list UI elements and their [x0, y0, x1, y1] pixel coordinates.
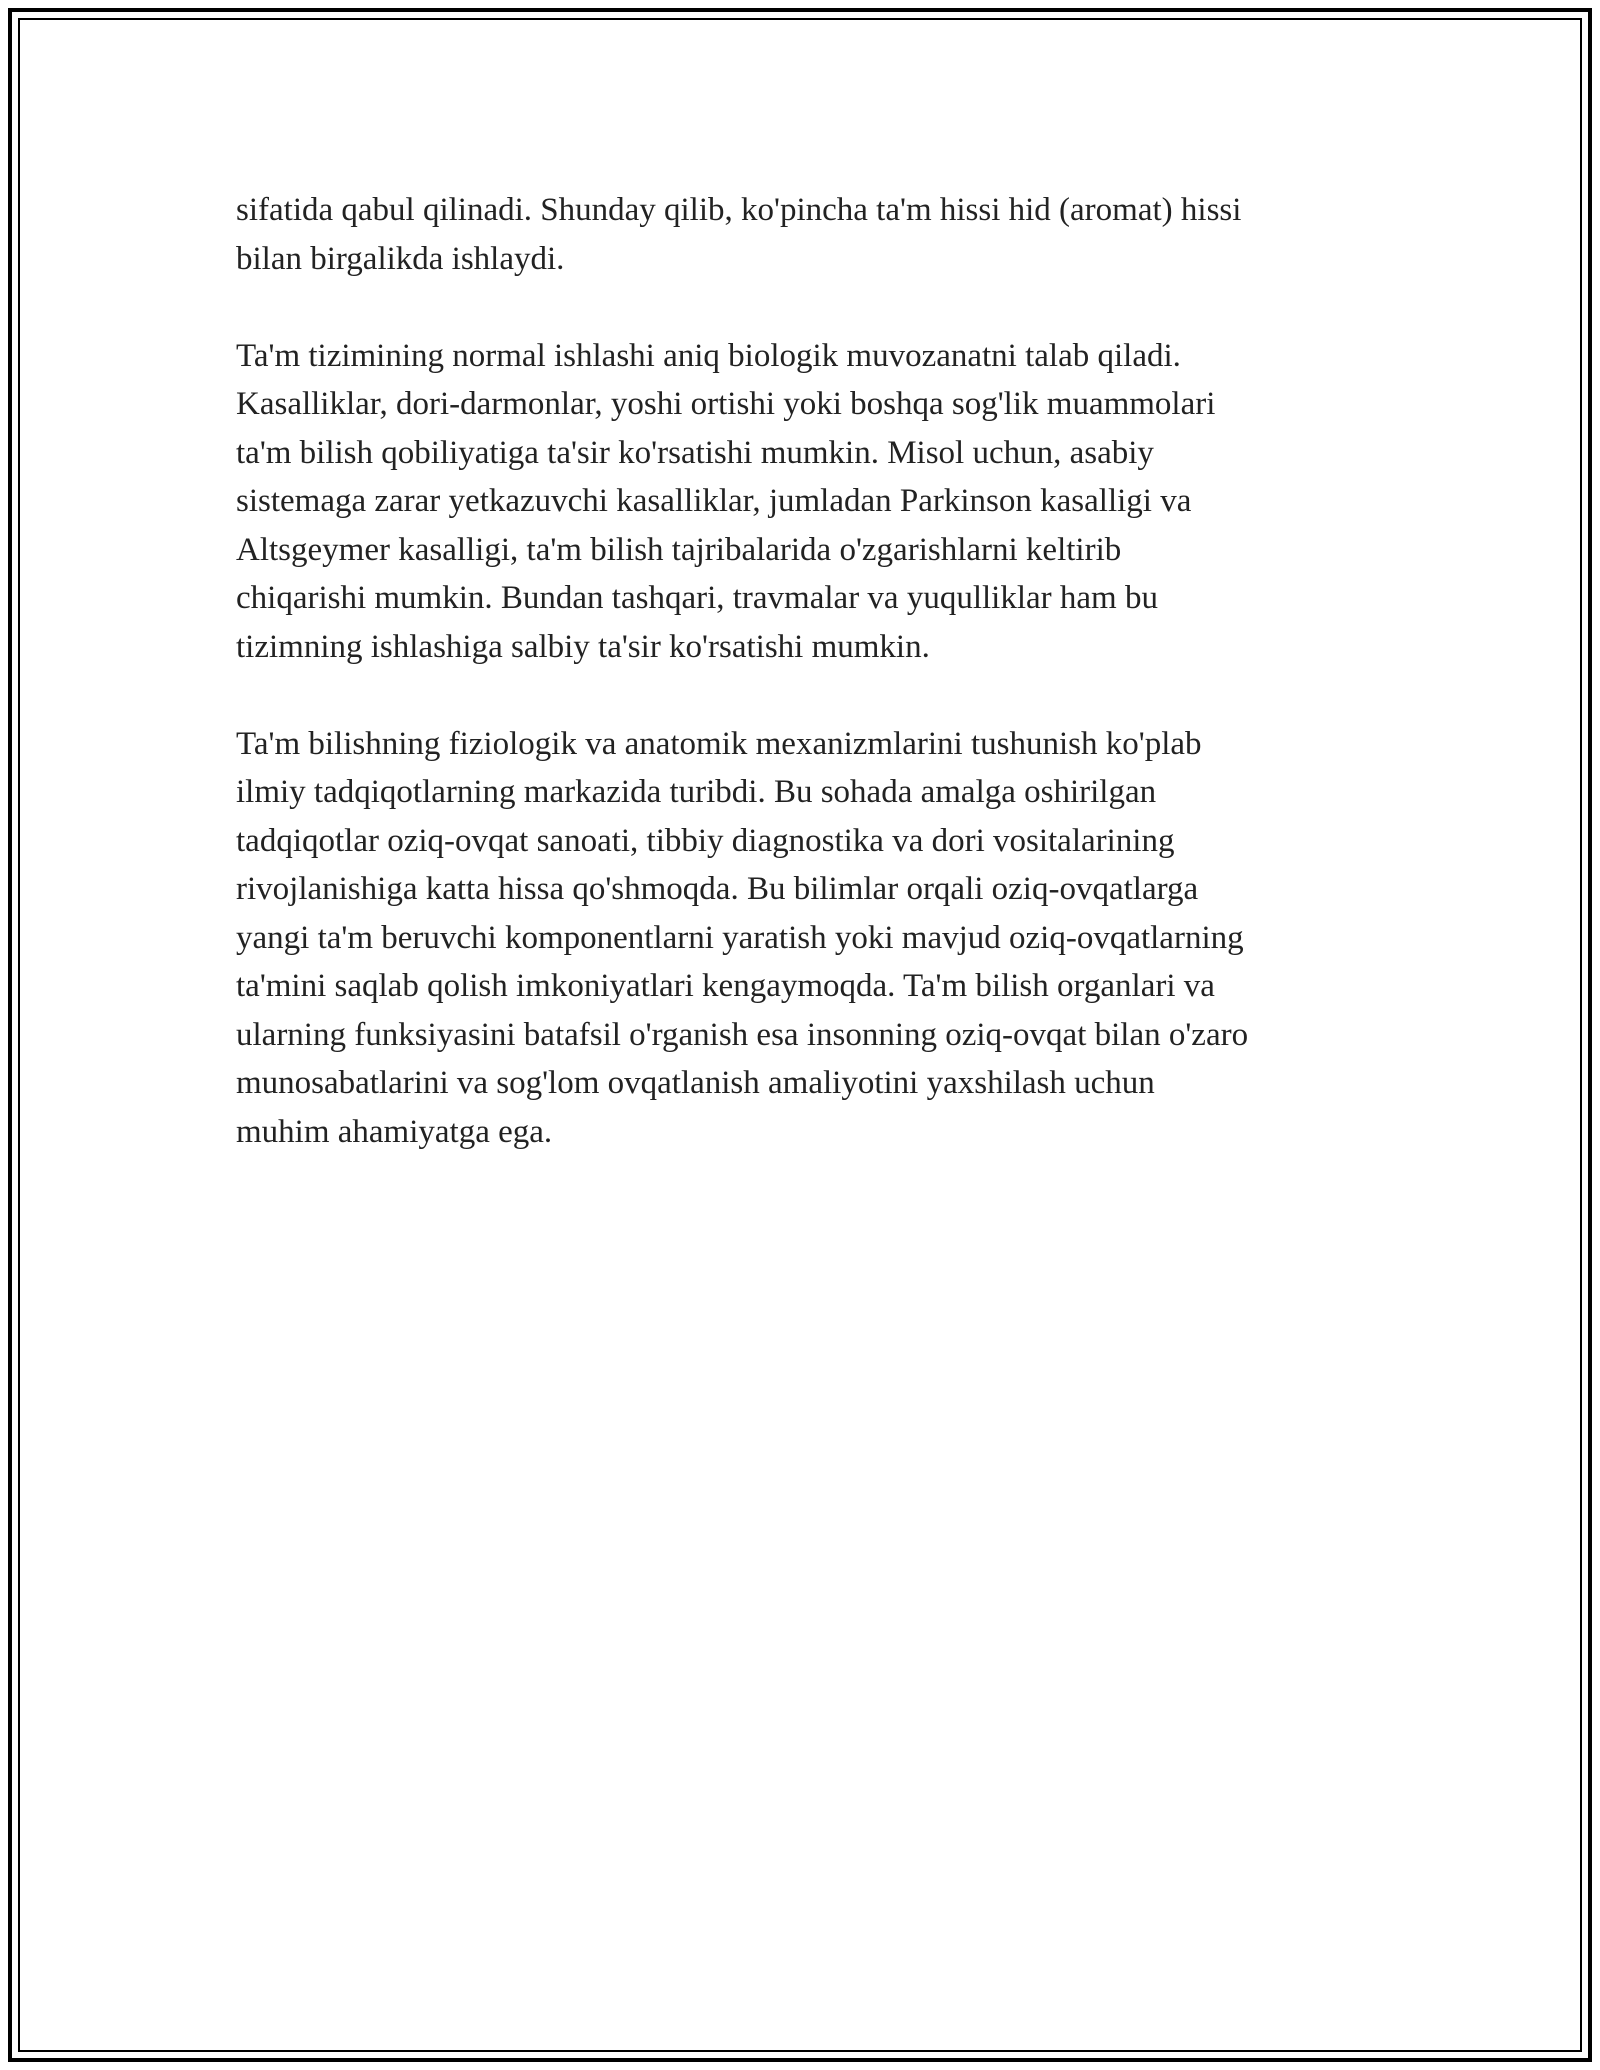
text-line: chiqarishi mumkin. Bundan tashqari, travmalar va yuqulliklar ham bu [236, 580, 1158, 616]
text-line: tizimning ishlashiga salbiy ta'sir ko'rsatishi mumkin. [236, 628, 930, 665]
text-line: munosabatlarini va sog'lom ovqatlanish amaliyotini yaxshilash uchun [236, 1065, 1155, 1101]
text-line: sifatida qabul qilinadi. Shunday qilib, ko'pincha ta'm hissi hid (aromat) hissi [236, 192, 1242, 228]
text-line: ta'mini saqlab qolish imkoniyatlari kengaymoqda. Ta'm bilish organlari va [236, 968, 1215, 1004]
text-line: ta'm bilish qobiliyatiga ta'sir ko'rsatishi mumkin. Misol uchun, asabiy [236, 434, 1154, 471]
text-line: Ta'm tizimining normal ishlashi aniq biologik muvozanatni talab qiladi. [236, 337, 1181, 374]
paragraph-2 [236, 332, 1366, 672]
text-line: tadqiqotlar oziq-ovqat sanoati, tibbiy diagnostika va dori vositalarining [236, 822, 1175, 859]
text-line: muhim ahamiyatga ega. [236, 1113, 553, 1150]
text-line: Altsgeymer kasalligi, ta'm bilish tajribalarida o'zgarishlarni keltirib [236, 531, 1122, 568]
text-line: Kasalliklar, dori-darmonlar, yoshi ortishi yoki boshqa sog'lik muammolari [236, 386, 1216, 422]
text-line: yangi ta'm beruvchi komponentlarni yaratish yoki mavjud oziq-ovqatlarning [236, 919, 1244, 956]
text-line: rivojlanishiga katta hissa qo'shmoqda. Bu bilimlar orqali oziq-ovqatlarga [236, 871, 1199, 907]
document-body [236, 186, 1366, 1205]
text-line: bilan birgalikda ishlaydi. [236, 240, 565, 277]
paragraph-3 [236, 720, 1366, 1157]
text-line: sistemaga zarar yetkazuvchi kasalliklar, jumladan Parkinson kasalligi va [236, 483, 1192, 519]
paragraph-1 [236, 186, 1366, 283]
text-line: ularning funksiyasini batafsil o'rganish esa insonning oziq-ovqat bilan o'zaro [236, 1016, 1249, 1053]
text-line: Ta'm bilishning fiziologik va anatomik mexanizmlarini tushunish ko'plab [236, 725, 1202, 762]
text-line: ilmiy tadqiqotlarning markazida turibdi. Bu sohada amalga oshirilgan [236, 774, 1157, 810]
